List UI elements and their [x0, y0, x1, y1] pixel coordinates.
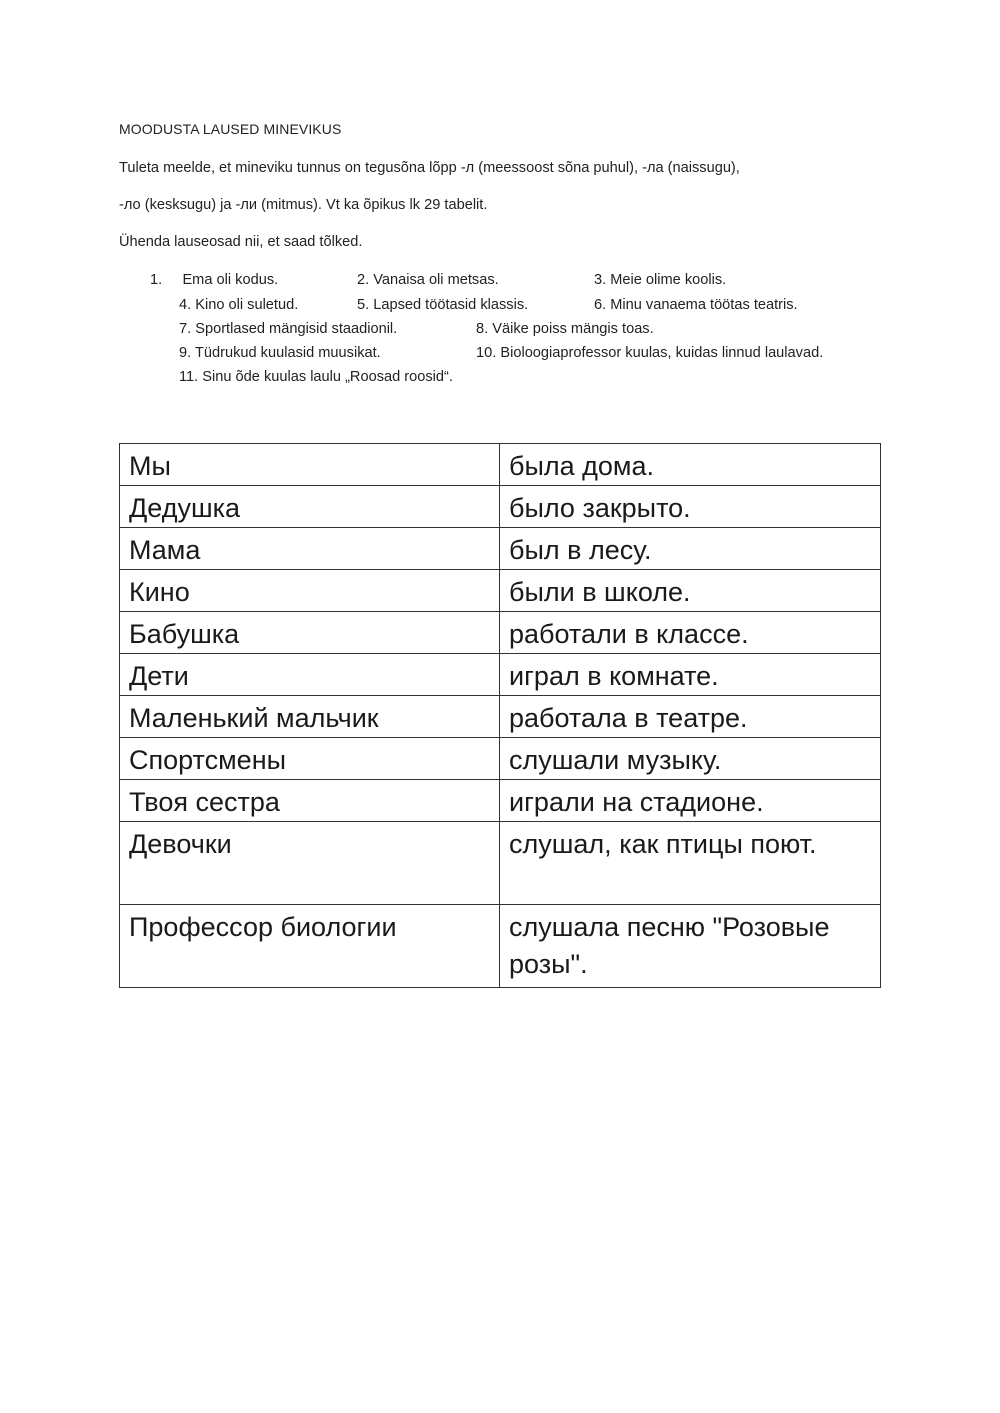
table-cell-left: Спортсмены — [120, 738, 500, 780]
sentence-3 — [594, 272, 726, 288]
sentence-text: Kino oli suletud. — [195, 297, 299, 313]
table-row — [120, 612, 881, 654]
table-cell-left: Кино — [120, 570, 500, 612]
table-cell-right: был в лесу. — [500, 528, 881, 570]
table-cell-right: слушали музыку. — [500, 738, 881, 780]
table-cell-right: слушал, как птицы поют. — [500, 822, 881, 905]
sentence-number: 7. — [179, 321, 192, 337]
sentence-number: 1. — [150, 272, 163, 288]
table-cell-left: Мы — [120, 444, 500, 486]
task-instruction: Ühenda lauseosad nii, et saad tõlked. — [119, 234, 363, 250]
table-row — [120, 780, 881, 822]
sentence-text: Meie olime koolis. — [610, 272, 727, 288]
sentence-9 — [179, 345, 381, 361]
table-cell-left: Маленький мальчик — [120, 696, 500, 738]
table-row — [120, 905, 881, 988]
table-cell-left: Мама — [120, 528, 500, 570]
table-cell-right: играл в комнате. — [500, 654, 881, 696]
sentence-2 — [357, 272, 499, 288]
sentence-text: Sportlased mängisid staadionil. — [195, 321, 398, 337]
sentence-number: 8. — [476, 321, 489, 337]
matching-table — [119, 443, 881, 988]
sentence-text: Ema oli kodus. — [182, 272, 279, 288]
sentence-text: Bioloogiaprofessor kuulas, kuidas linnud laulavad. — [500, 345, 824, 361]
table-cell-left: Профессор биологии — [120, 905, 500, 988]
table-cell-right: слушала песню "Розовые розы". — [500, 905, 881, 988]
sentence-number: 2. — [357, 272, 370, 288]
instruction-line-2: -ло (kesksugu) ja -ли (mitmus). Vt ka õpikus lk 29 tabelit. — [119, 197, 488, 213]
sentence-8 — [476, 321, 654, 337]
table-cell-left: Девочки — [120, 822, 500, 905]
table-row — [120, 696, 881, 738]
table-row — [120, 444, 881, 486]
table-cell-right: было закрыто. — [500, 486, 881, 528]
table-row — [120, 738, 881, 780]
table-row — [120, 822, 881, 905]
sentence-6 — [594, 297, 798, 313]
sentence-number: 10. — [476, 345, 497, 361]
table-cell-right: работали в классе. — [500, 612, 881, 654]
sentence-text: Tüdrukud kuulasid muusikat. — [194, 345, 381, 361]
sentence-number: 4. — [179, 297, 192, 313]
table-row — [120, 570, 881, 612]
table-cell-left: Дети — [120, 654, 500, 696]
table-row — [120, 486, 881, 528]
sentence-number: 3. — [594, 272, 607, 288]
table-cell-right: была дома. — [500, 444, 881, 486]
sentence-text: Väike poiss mängis toas. — [492, 321, 654, 337]
sentence-5 — [357, 297, 528, 313]
table-row — [120, 654, 881, 696]
sentence-text: Vanaisa oli metsas. — [373, 272, 499, 288]
sentence-number: 5. — [357, 297, 370, 313]
sentence-text: Minu vanaema töötas teatris. — [610, 297, 798, 313]
sentence-text: Lapsed töötasid klassis. — [373, 297, 529, 313]
sentence-4 — [179, 297, 298, 313]
table-cell-right: были в школе. — [500, 570, 881, 612]
sentence-number: 9. — [179, 345, 192, 361]
table-cell-left: Дедушка — [120, 486, 500, 528]
instruction-line-1: Tuleta meelde, et mineviku tunnus on tegusõna lõpp -л (meessoost sõna puhul), -ла (naissugu), — [119, 160, 740, 176]
table-cell-left: Твоя сестра — [120, 780, 500, 822]
sentence-text: Sinu õde kuulas laulu „Roosad roosid“. — [202, 369, 453, 385]
sentence-11 — [179, 369, 453, 385]
table-cell-right: играли на стадионе. — [500, 780, 881, 822]
sentence-7 — [179, 321, 397, 337]
table-cell-right: работала в театре. — [500, 696, 881, 738]
sentence-1 — [150, 272, 278, 288]
worksheet-title: MOODUSTA LAUSED MINEVIKUS — [119, 121, 342, 137]
table-cell-left: Бабушка — [120, 612, 500, 654]
sentence-number: 11. — [179, 369, 199, 385]
sentence-10 — [476, 345, 823, 361]
sentence-number: 6. — [594, 297, 607, 313]
table-row — [120, 528, 881, 570]
